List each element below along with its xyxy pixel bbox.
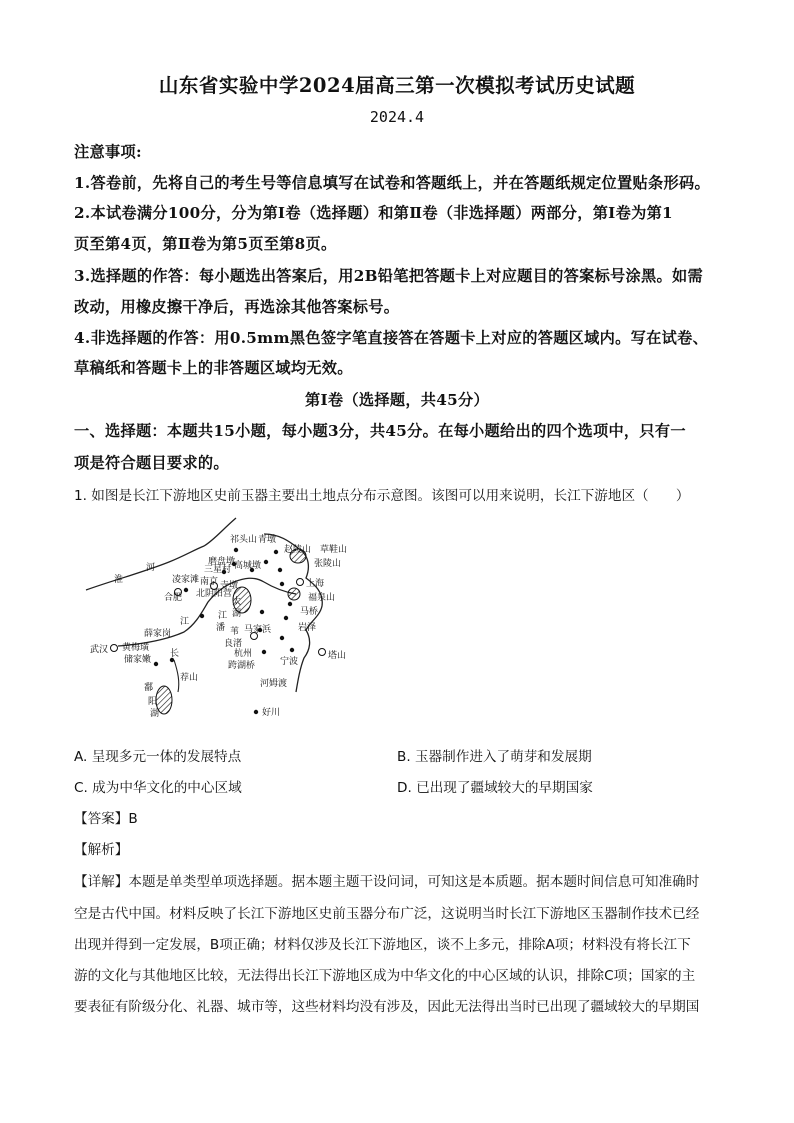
- map-label: 潘: [216, 623, 226, 633]
- map-label: 凌家滩: [172, 575, 200, 585]
- detail-line: 要表征有阶级分化、礼器、城市等，这些材料均没有涉及，因此无法得出当时已出现了疆域较大的早期国: [74, 999, 700, 1015]
- notice-line: 改动，用橡皮擦干净后，再选涂其他答案标号。: [74, 298, 400, 316]
- map-label: 马桥: [300, 607, 319, 617]
- map-label: 阳: [148, 697, 158, 707]
- notice-line: 2.本试卷满分100分，分为第Ⅰ卷（选择题）和第Ⅱ卷（非选择题）两部分，第Ⅰ卷为第1: [74, 204, 673, 222]
- map-label: 青墩: [258, 535, 277, 545]
- map-label: 张陵山: [314, 559, 342, 569]
- map-label: 寺墩: [220, 581, 239, 591]
- map-label: 苇: [230, 627, 240, 637]
- map-label: 上海: [306, 579, 325, 589]
- jade-site-distribution-map: [84, 512, 384, 720]
- map-label: 储家嫩: [124, 655, 152, 665]
- map-label: 杭州: [234, 649, 253, 659]
- map-label: 草鞋山: [320, 545, 348, 555]
- map-label: 跨湖桥: [228, 661, 256, 671]
- notice-line: 草稿纸和答题卡上的非答题区域均无效。: [74, 359, 353, 377]
- detail-line: 出现并得到一定发展，B项正确；材料仅涉及长江下游地区，谈不上多元，排除A项；材料没有将长江下: [74, 937, 691, 953]
- map-label: 北阴阳营: [196, 589, 233, 599]
- notice-line: 1.答卷前，先将自己的考生号等信息填写在试卷和答题纸上，并在答题纸规定位置贴条形码。: [74, 174, 710, 192]
- map-label: 鄱: [144, 683, 154, 693]
- map-label: 宁波: [280, 657, 299, 667]
- map-label: 合肥: [164, 593, 183, 603]
- map-label: 江: [218, 611, 228, 621]
- map-label: 湖: [150, 709, 160, 719]
- map-label: 湖: [232, 609, 242, 619]
- map-label: 太: [232, 597, 242, 607]
- notice-line: 页至第4页，第Ⅱ卷为第5页至第8页。: [74, 235, 337, 253]
- map-label: 河姆渡: [260, 679, 288, 689]
- detail-line: 游的文化与其他地区比较，无法得出长江下游地区成为中华文化的中心区域的认识，排除C项；国家的主: [74, 968, 696, 984]
- map-label: 好川: [262, 708, 281, 718]
- option-c: C. 成为中华文化的中心区域: [74, 780, 242, 796]
- map-label: 荐山: [180, 673, 199, 683]
- option-a: A. 呈现多元一体的发展特点: [74, 749, 242, 765]
- map-label: 塔山: [328, 651, 347, 661]
- map-label: 磨盘墩: [208, 557, 236, 567]
- map-label: 高城墩: [234, 561, 262, 571]
- map-label: 三星村: [204, 565, 232, 575]
- map-label: 武汉: [90, 645, 109, 655]
- map-label: 黄梅璜: [122, 643, 150, 653]
- map-label: 赵陵山: [284, 545, 312, 555]
- map-label: 南京: [200, 577, 219, 587]
- map-label: 福泉山: [308, 593, 336, 603]
- map-label: 马家浜: [244, 625, 272, 635]
- notice-line: 4.非选择题的作答：用0.5mm黑色签字笔直接答在答题卡上对应的答题区域内。写在试卷、: [74, 329, 709, 347]
- option-b: B. 玉器制作进入了萌芽和发展期: [397, 749, 592, 765]
- exam-title: 山东省实验中学2024届高三第一次模拟考试历史试题: [158, 74, 636, 97]
- map-label: 长: [170, 649, 180, 659]
- section-instruction: 项是符合题目要求的。: [74, 454, 229, 472]
- map-label: 薛家岗: [144, 629, 172, 639]
- option-d: D. 已出现了疆域较大的早期国家: [397, 780, 593, 796]
- notice-heading: 注意事项:: [74, 143, 142, 161]
- analysis-heading: 【解析】: [74, 842, 129, 858]
- section-instruction: 一、选择题：本题共15小题，每小题3分，共45分。在每小题给出的四个选项中，只有一: [74, 422, 686, 440]
- map-label: 岩泽: [298, 623, 317, 633]
- map-label: 祁头山: [230, 535, 258, 545]
- detail-line: 空是古代中国。材料反映了长江下游地区史前玉器分布广泛，这说明当时长江下游地区玉器制作技术已经: [74, 906, 700, 922]
- map-label: 河: [146, 563, 156, 573]
- answer-line: 【答案】B: [74, 811, 138, 827]
- exam-date: 2024.4: [369, 108, 425, 126]
- map-label: 江: [180, 617, 190, 627]
- section-title: 第Ⅰ卷（选择题，共45分）: [304, 391, 489, 409]
- question-stem: 1. 如图是长江下游地区史前玉器主要出土地点分布示意图。该图可以用来说明，长江下游地区（ ）: [74, 488, 690, 504]
- map-label: 良渚: [224, 639, 243, 649]
- detail-line: 【详解】本题是单类型单项选择题。据本题主题干设问词，可知这是本质题。据本题时间信息可知准确时: [74, 874, 700, 890]
- notice-line: 3.选择题的作答：每小题选出答案后，用2B铅笔把答题卡上对应题目的答案标号涂黑。如需: [74, 267, 703, 285]
- map-label: 淮: [114, 575, 124, 585]
